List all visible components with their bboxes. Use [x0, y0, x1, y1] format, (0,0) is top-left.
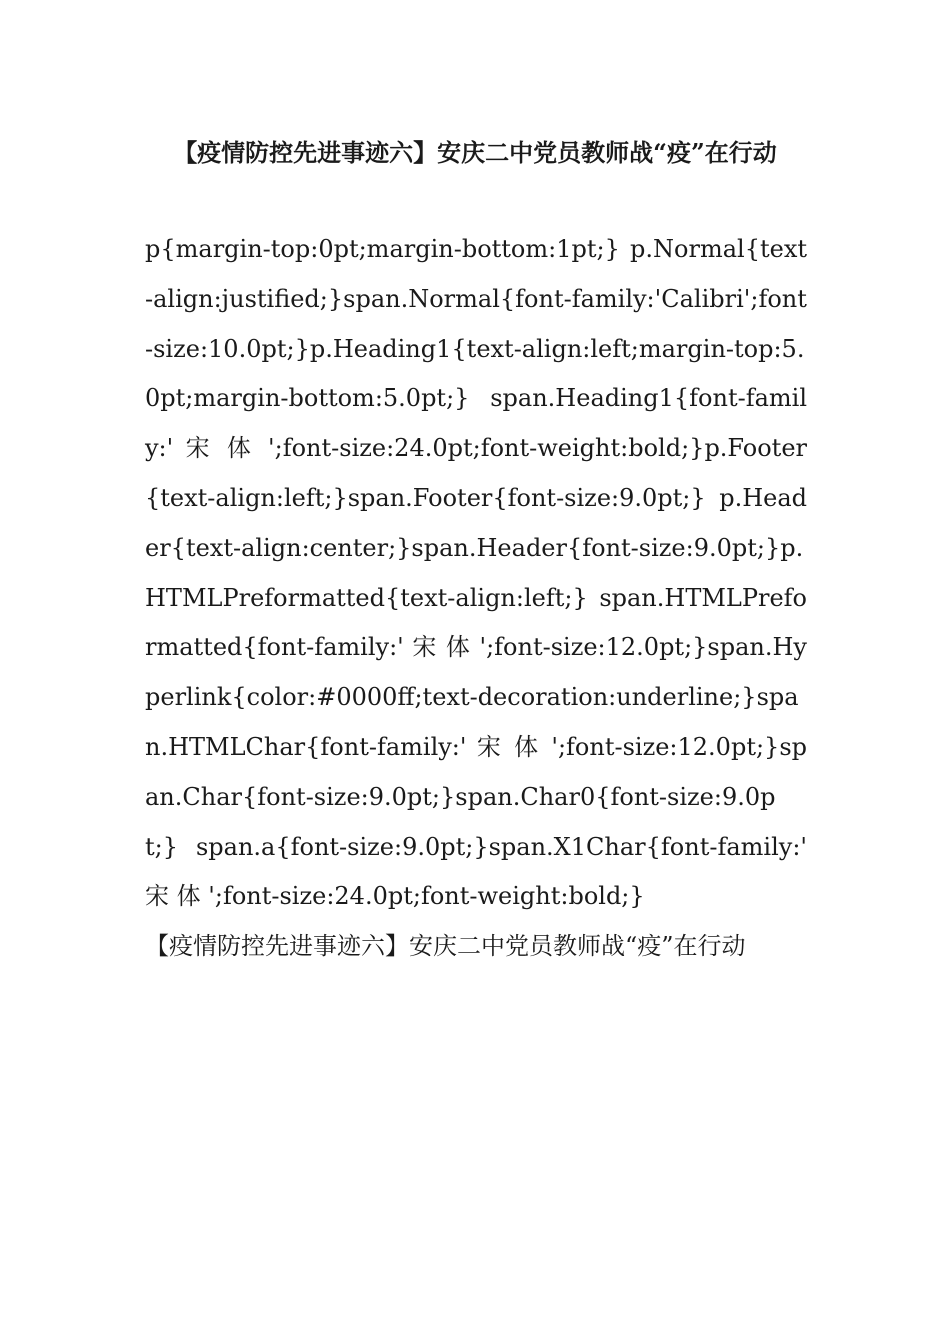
css-dump-paragraph: p{margin-top:0pt;margin-bottom:1pt;} p.Normal{text-align:justified;}span.Normal{font-family:'Calibri';font-size:10.0pt;}p.Heading1{text-align:left;margin-top:5.0pt;margin-bottom:5.0pt;} span.Heading1{font-family:' 宋 体 ';font-size:24.0pt;font-weight:bold;}p.Footer{text-align:left;}span.Footer{font-size:9.0pt;} p.Header{text-align:center;}span.Header{font-size:9.0pt;}p.HTMLPreformatted{text-align:left;} span.HTMLPreformatted{font-family:' 宋 体 ';font-size:12.0pt;}span.Hyperlink{color:#0000ff;text-decoration:underline;}span.HTMLChar{font-family:' 宋 体 ';font-size:12.0pt;}span.Char{font-size:9.0pt;}span.Char0{font-size:9.0pt;} span.a{font-size:9.0pt;}span.X1Char{font-family:' 宋 体 ';font-size:24.0pt;font-weight:bold;} [145, 235, 807, 911]
document-body [145, 225, 807, 972]
document-title: 【疫情防控先进事迹六】安庆二中党员教师战“疫”在行动 [173, 138, 777, 167]
repeated-title-paragraph: 【疫情防控先进事迹六】安庆二中党员教师战“疫”在行动 [145, 932, 746, 961]
